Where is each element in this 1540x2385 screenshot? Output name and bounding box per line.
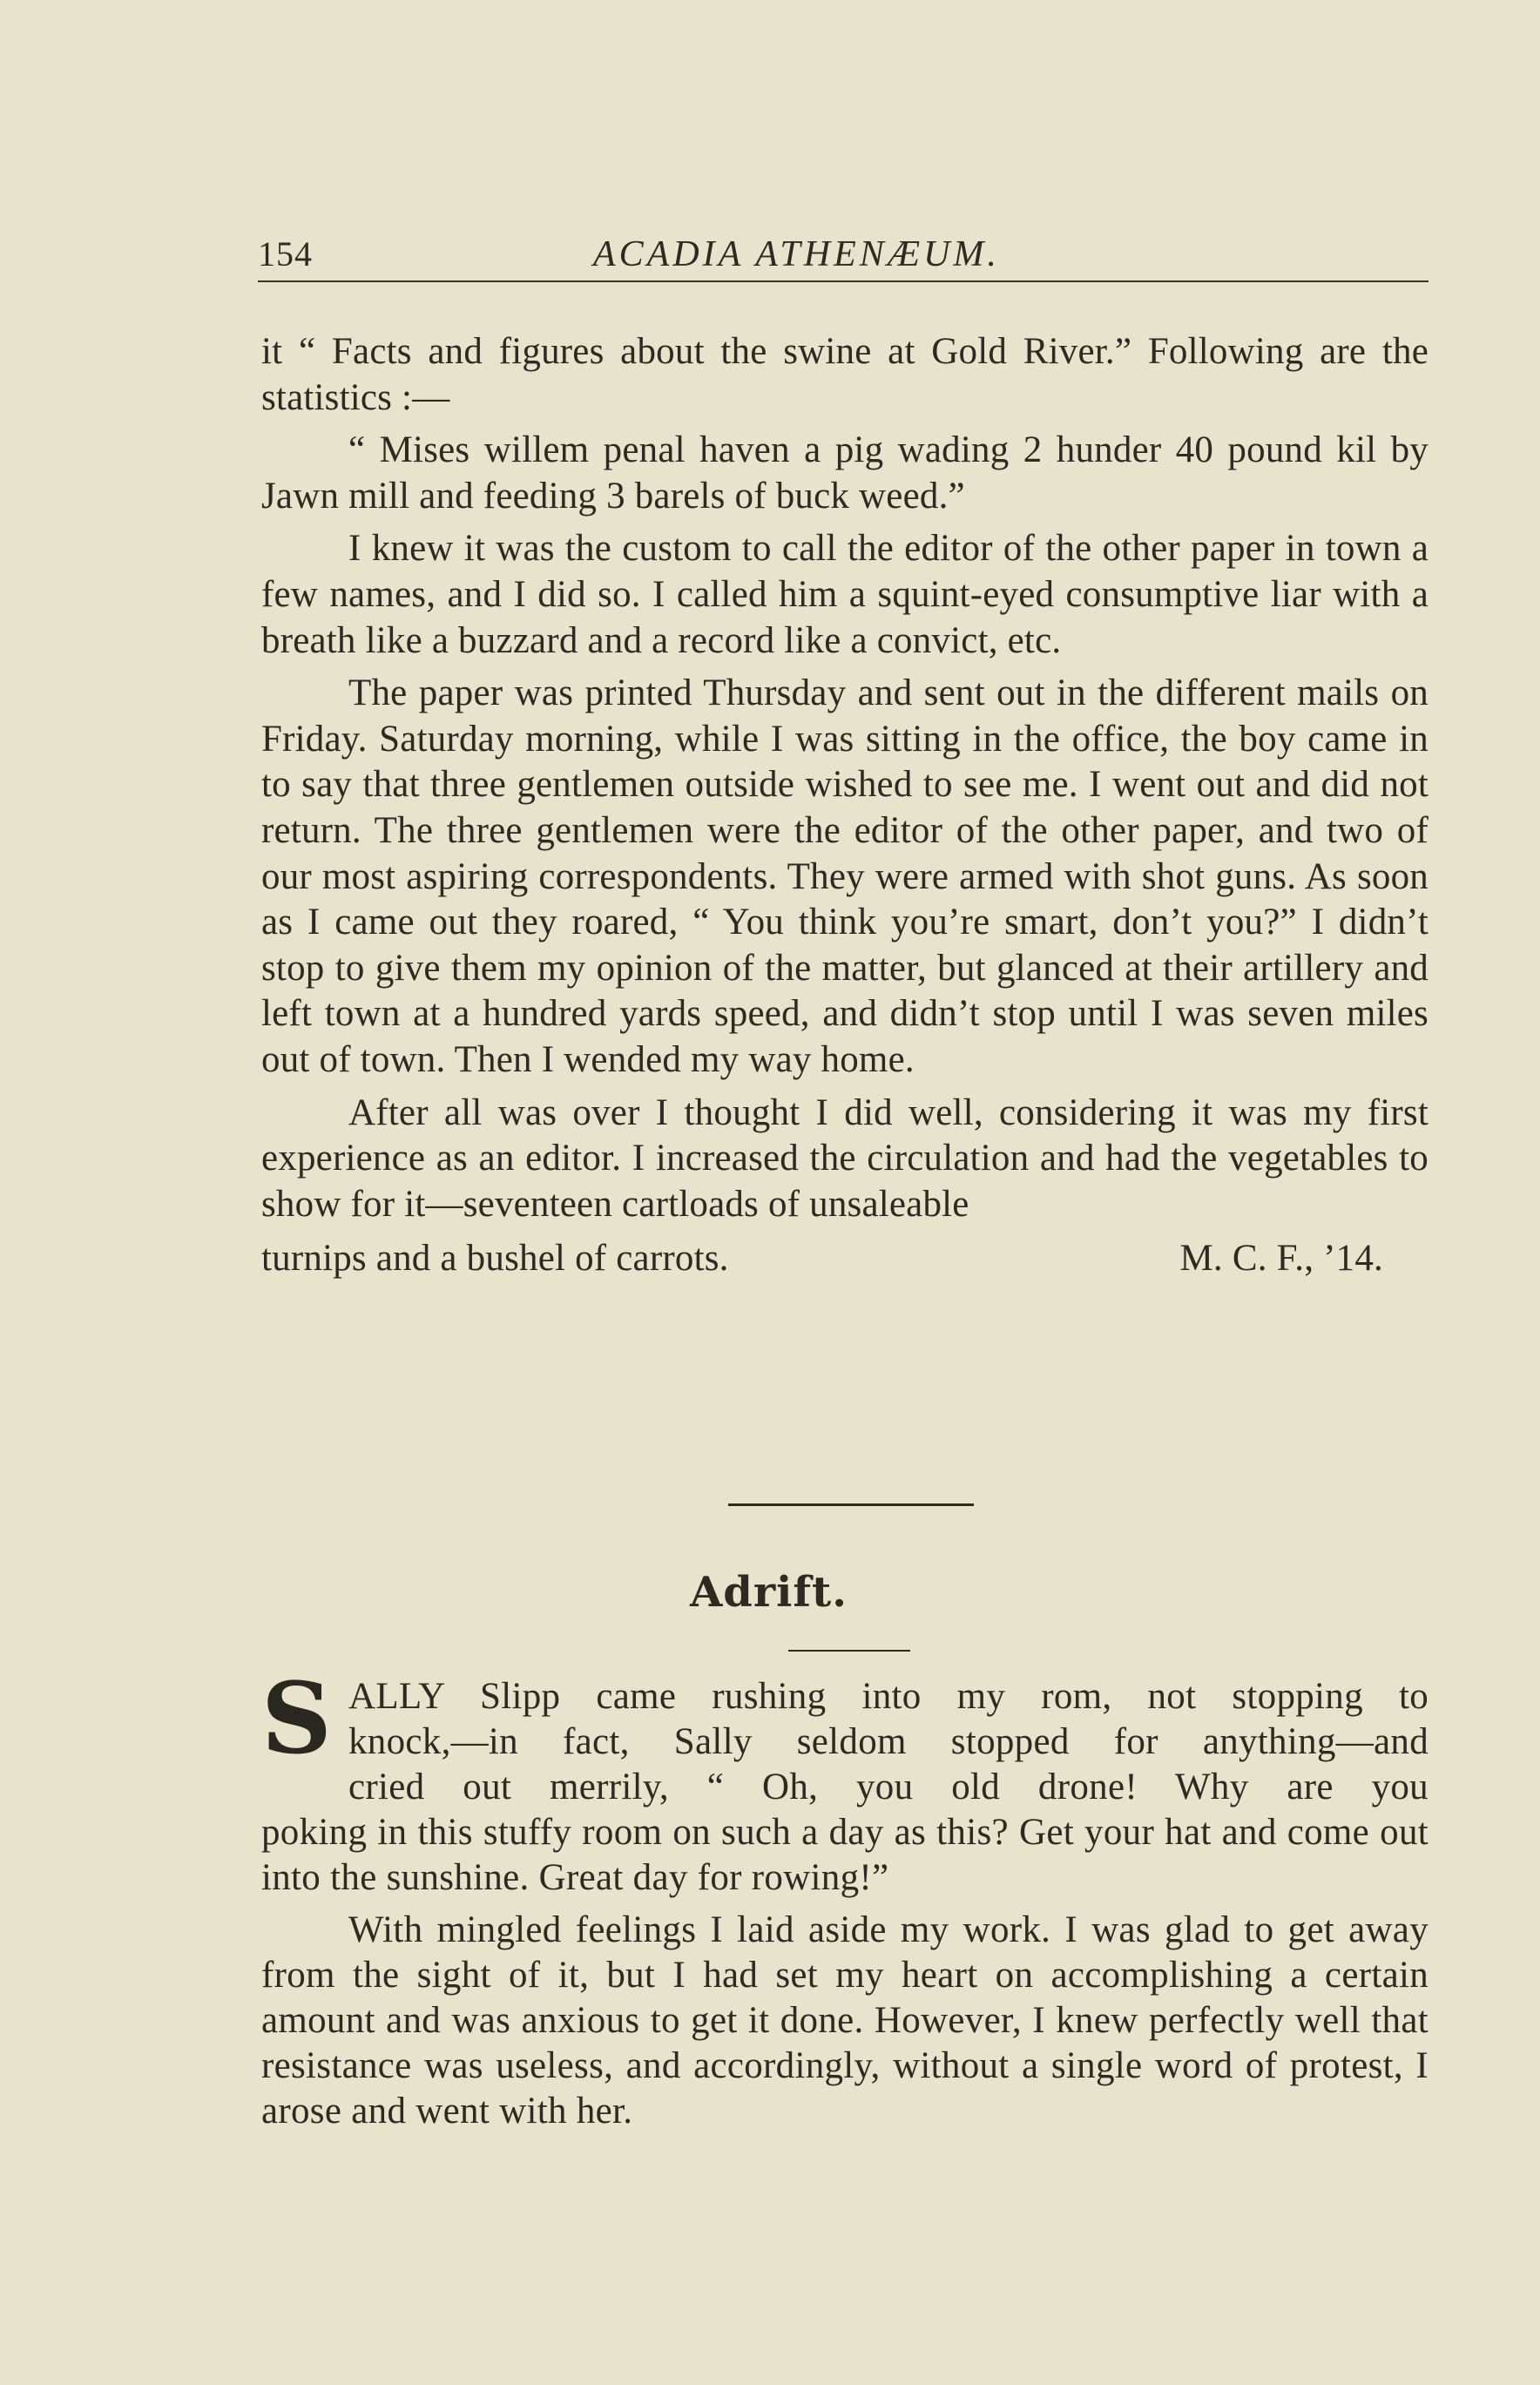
title-underline	[788, 1650, 910, 1652]
paragraph: The paper was printed Thursday and sent out in the different mails on Friday. Saturday morning, while I was sitting in the office, the boy came in to say that three gentlemen outside wished to see me. I went out and did not return. The three gentlemen were the editor of the other paper, and two of our most aspiring correspondents. They were armed with shot guns. As soon as I came out they roared, “ You think you’re smart, don’t you?” I didn’t stop to give them my opinion of the matter, but glanced at their artillery and left town at a hundred yards speed, and didn’t stop until I was seven miles out of town. Then I wended my way home.	[261, 672, 1429, 1080]
paragraph: With mingled feelings I laid aside my work. I was glad to get away from the sight of it, but I had set my heart on accomplishing a certain amount and was anxious to get it done. However, I knew perfectly well that resistance was useless, and accordingly, without a single word of protest, I arose and went with her.	[261, 1909, 1429, 2132]
page-number: 154	[258, 234, 313, 274]
drop-cap: S	[261, 1662, 332, 1776]
running-head	[258, 228, 1429, 282]
section-divider	[728, 1503, 974, 1506]
article-title: Adrift.	[690, 1568, 848, 1617]
paragraph: poking in this stuffy room on such a day as this? Get your hat and come out into the sunshine. Great day for rowing!”	[261, 1812, 1429, 1898]
quoted-statistics: “ Mises willem penal haven a pig wading 2 hunder 40 pound kil by Jawn mill and feeding 3 barels of buck weed.”	[261, 429, 1429, 517]
paragraph: After all was over I thought I did well, considering it was my first experience as an editor. I increased the circulation and had the vegetables to show for it—seventeen cartloads of unsaleable	[261, 1091, 1429, 1225]
story-line: ALLY Slipp came rushing into my rom, not stopping to	[348, 1676, 1429, 1717]
story-line: cried out merrily, “ Oh, you old drone! Why are you	[348, 1767, 1429, 1807]
drop-cap-block	[261, 1662, 1429, 1810]
article-body	[261, 329, 1429, 1282]
closing-line	[261, 1236, 1429, 1282]
journal-title: ACADIA ATHENÆUM.	[593, 234, 1000, 274]
story-line: knock,—in fact, Sally seldom stopped for anything—and	[348, 1721, 1429, 1762]
author-signature: M. C. F., ’14.	[1179, 1238, 1383, 1280]
paragraph: I knew it was the custom to call the editor of the other paper in town a few names, and I did so. I called him a squint-eyed consumptive liar with a breath like a buzzard and a record like a convict, etc.	[261, 528, 1429, 661]
story-body	[261, 1662, 1429, 2134]
closing-text: turnips and a bushel of carrots.	[261, 1238, 729, 1280]
paragraph: it “ Facts and figures about the swine at Gold River.” Following are the statistics :—	[261, 331, 1429, 418]
